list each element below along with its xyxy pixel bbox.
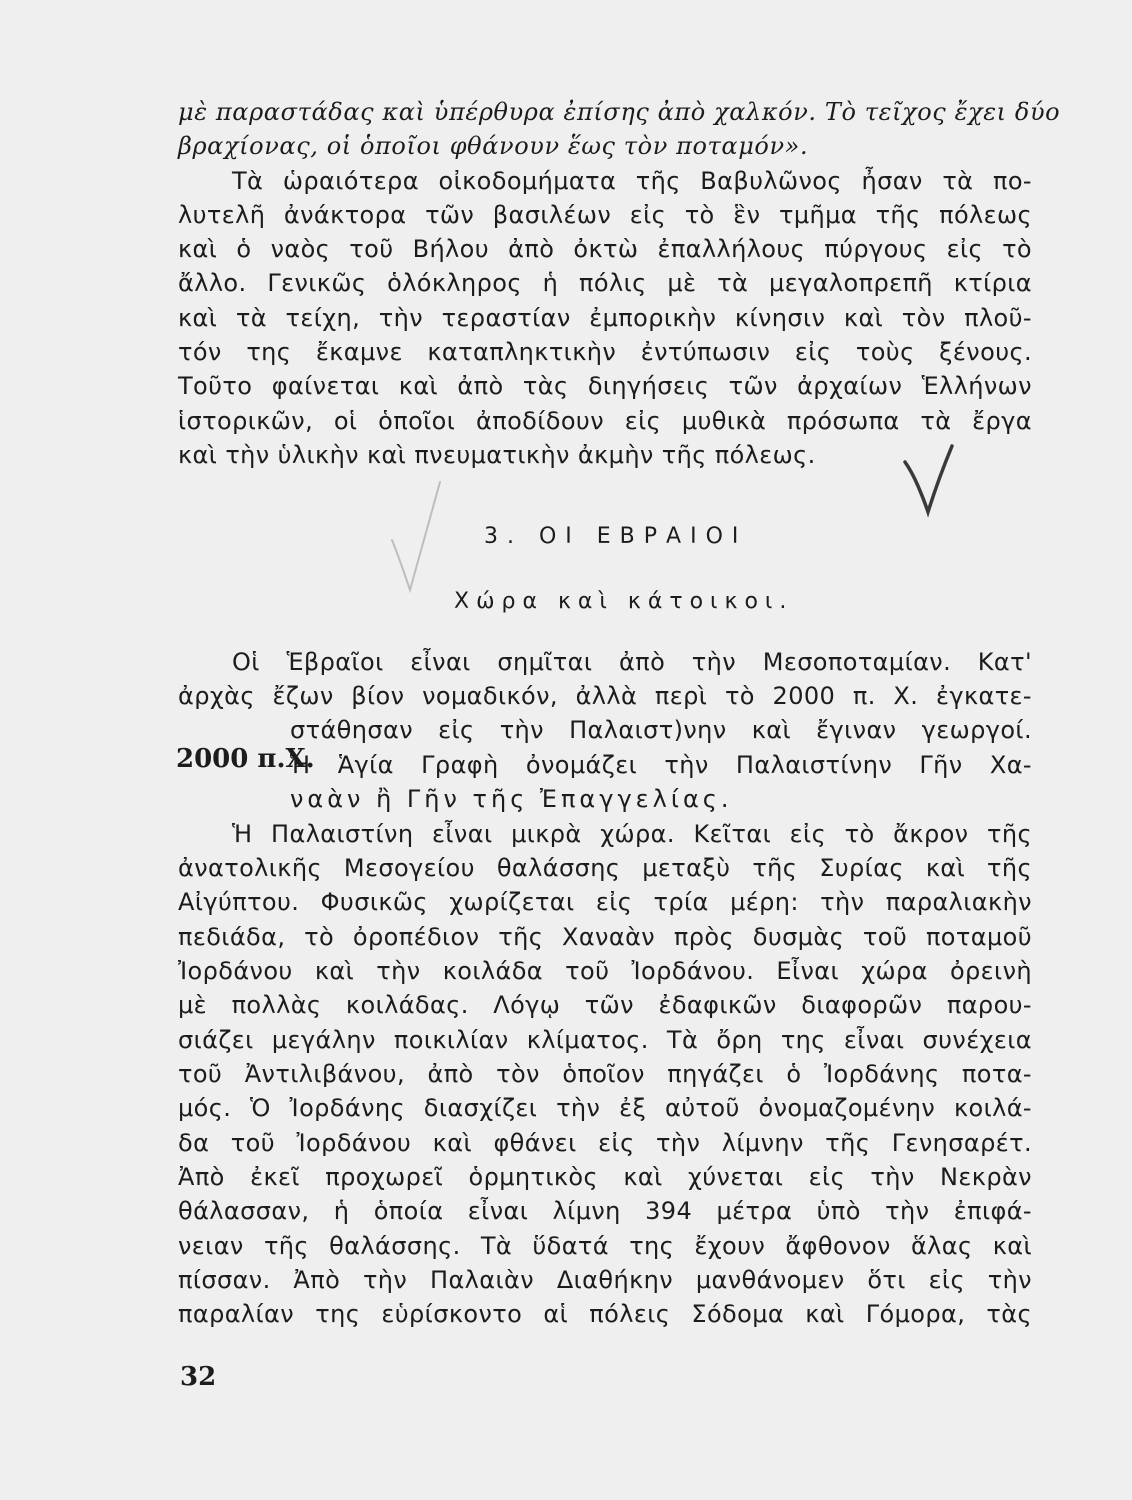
faint-checkmark-icon <box>392 482 440 590</box>
text-line: ναὰν ἢ Γῆν τῆς Ἐπαγγελίας. <box>290 785 733 813</box>
text-line: πεδιάδα, τὸ ὀροπέδιον τῆς Χαναὰν πρὸς δυσμὰς τοῦ ποταμοῦ <box>178 923 1032 951</box>
text-line: λυτελῆ ἀνάκτορα τῶν βασιλέων εἰς τὸ ἓν τμῆμα τῆς πόλεως <box>178 201 1032 229</box>
text-line: καὶ τὴν ὑλικὴν καὶ πνευματικὴν ἀκμὴν τῆς πόλεως. <box>178 441 816 469</box>
text-line: σιάζει μεγάλην ποικιλίαν κλίματος. Τὰ ὄρη της εἶναι συνέχεια <box>178 1026 1032 1054</box>
text-line: ἱστορικῶν, οἱ ὁποῖοι ἀποδίδουν εἰς μυθικὰ πρόσωπα τὰ ἔργα <box>178 407 1032 435</box>
text-line: νειαν τῆς θαλάσσης. Τὰ ὕδατά της ἔχουν ἄφθονον ἅλας καὶ <box>178 1232 1032 1260</box>
section-title: 3. ΟΙ ΕΒΡΑΙΟΙ <box>484 524 748 549</box>
subsection-title: Χώρα καὶ κάτοικοι. <box>454 589 794 614</box>
text-line: δα τοῦ Ἰορδάνου καὶ φθάνει εἰς τὴν λίμνην τῆς Γενησαρέτ. <box>178 1129 1032 1157</box>
text-line: Ἀπὸ ἐκεῖ προχωρεῖ ὁρμητικὸς καὶ χύνεται εἰς τὴν Νεκρὰν <box>178 1163 1032 1191</box>
text-line: στάθησαν εἰς τὴν Παλαιστ)νην καὶ ἔγιναν γεωργοί. <box>290 716 1032 744</box>
text-line: παραλίαν της εὑρίσκοντο αἱ πόλεις Σόδομα καὶ Γόμορα, τὰς <box>178 1300 1032 1328</box>
checkmark-icon <box>905 446 952 512</box>
text-line: Οἱ Ἑβραῖοι εἶναι σημῖται ἀπὸ τὴν Μεσοποταμίαν. Κατ' <box>232 648 1032 676</box>
text-line: μός. Ὁ Ἰορδάνης διασχίζει τὴν ἐξ αὐτοῦ ὀνομαζομένην κοιλά- <box>178 1094 1032 1122</box>
page-number: 32 <box>180 1362 217 1392</box>
text-line: πίσσαν. Ἀπὸ τὴν Παλαιὰν Διαθήκην μανθάνομεν ὅτι εἰς τὴν <box>178 1266 1032 1294</box>
text-line: ἄλλο. Γενικῶς ὁλόκληρος ἡ πόλις μὲ τὰ μεγαλοπρεπῆ κτίρια <box>178 269 1032 297</box>
text-line: θάλασσαν, ἡ ὁποία εἶναι λίμνη 394 μέτρα ὑπὸ τὴν ἐπιφά- <box>178 1197 1032 1225</box>
text-line: βραχίονας, οἱ ὁποῖοι φθάνουν ἕως τὸν ποταμόν». <box>178 132 809 160</box>
text-line: μὲ παραστάδας καὶ ὑπέρθυρα ἐπίσης ἀπὸ χαλκόν. Τὸ τεῖχος ἔχει δύο <box>178 98 1061 126</box>
text-line: καὶ τὰ τείχη, τὴν τεραστίαν ἐμπορικὴν κίνησιν καὶ τὸν πλοῦ- <box>178 304 1032 332</box>
text-line: Ἡ Παλαιστίνη εἶναι μικρὰ χώρα. Κεῖται εἰς τὸ ἄκρον τῆς <box>232 820 1032 848</box>
text-line: καὶ ὁ ναὸς τοῦ Βήλου ἀπὸ ὀκτὼ ἐπαλλήλους πύργους εἰς τὸ <box>178 235 1032 263</box>
text-line: Τοῦτο φαίνεται καὶ ἀπὸ τὰς διηγήσεις τῶν ἀρχαίων Ἑλλήνων <box>178 372 1032 400</box>
text-line: Τὰ ὡραιότερα οἰκοδομήματα τῆς Βαβυλῶνος ἦσαν τὰ πο- <box>232 167 1032 195</box>
text-line: τοῦ Ἀντιλιβάνου, ἀπὸ τὸν ὁποῖον πηγάζει ὁ Ἰορδάνης ποτα- <box>178 1060 1032 1088</box>
text-line: μὲ πολλὰς κοιλάδας. Λόγῳ τῶν ἐδαφικῶν διαφορῶν παρου- <box>178 991 1032 1019</box>
text-line: ἀρχὰς ἔζων βίον νομαδικόν, ἀλλὰ περὶ τὸ 2000 π. Χ. ἐγκατε- <box>178 682 1032 710</box>
text-line: ἀνατολικῆς Μεσογείου θαλάσσης μεταξὺ τῆς Συρίας καὶ τῆς <box>178 854 1032 882</box>
text-line: Αἰγύπτου. Φυσικῶς χωρίζεται εἰς τρία μέρη: τὴν παραλιακὴν <box>178 888 1032 916</box>
text-line: Ἰορδάνου καὶ τὴν κοιλάδα τοῦ Ἰορδάνου. Εἶναι χώρα ὀρεινὴ <box>178 957 1032 985</box>
margin-note: 2000 π.Χ. <box>176 744 315 774</box>
text-line: τόν της ἔκαμνε καταπληκτικὴν ἐντύπωσιν εἰς τοὺς ξένους. <box>178 338 1032 366</box>
text-line: Ἡ Ἁγία Γραφὴ ὀνομάζει τὴν Παλαιστίνην Γῆν Χα- <box>290 751 1032 779</box>
